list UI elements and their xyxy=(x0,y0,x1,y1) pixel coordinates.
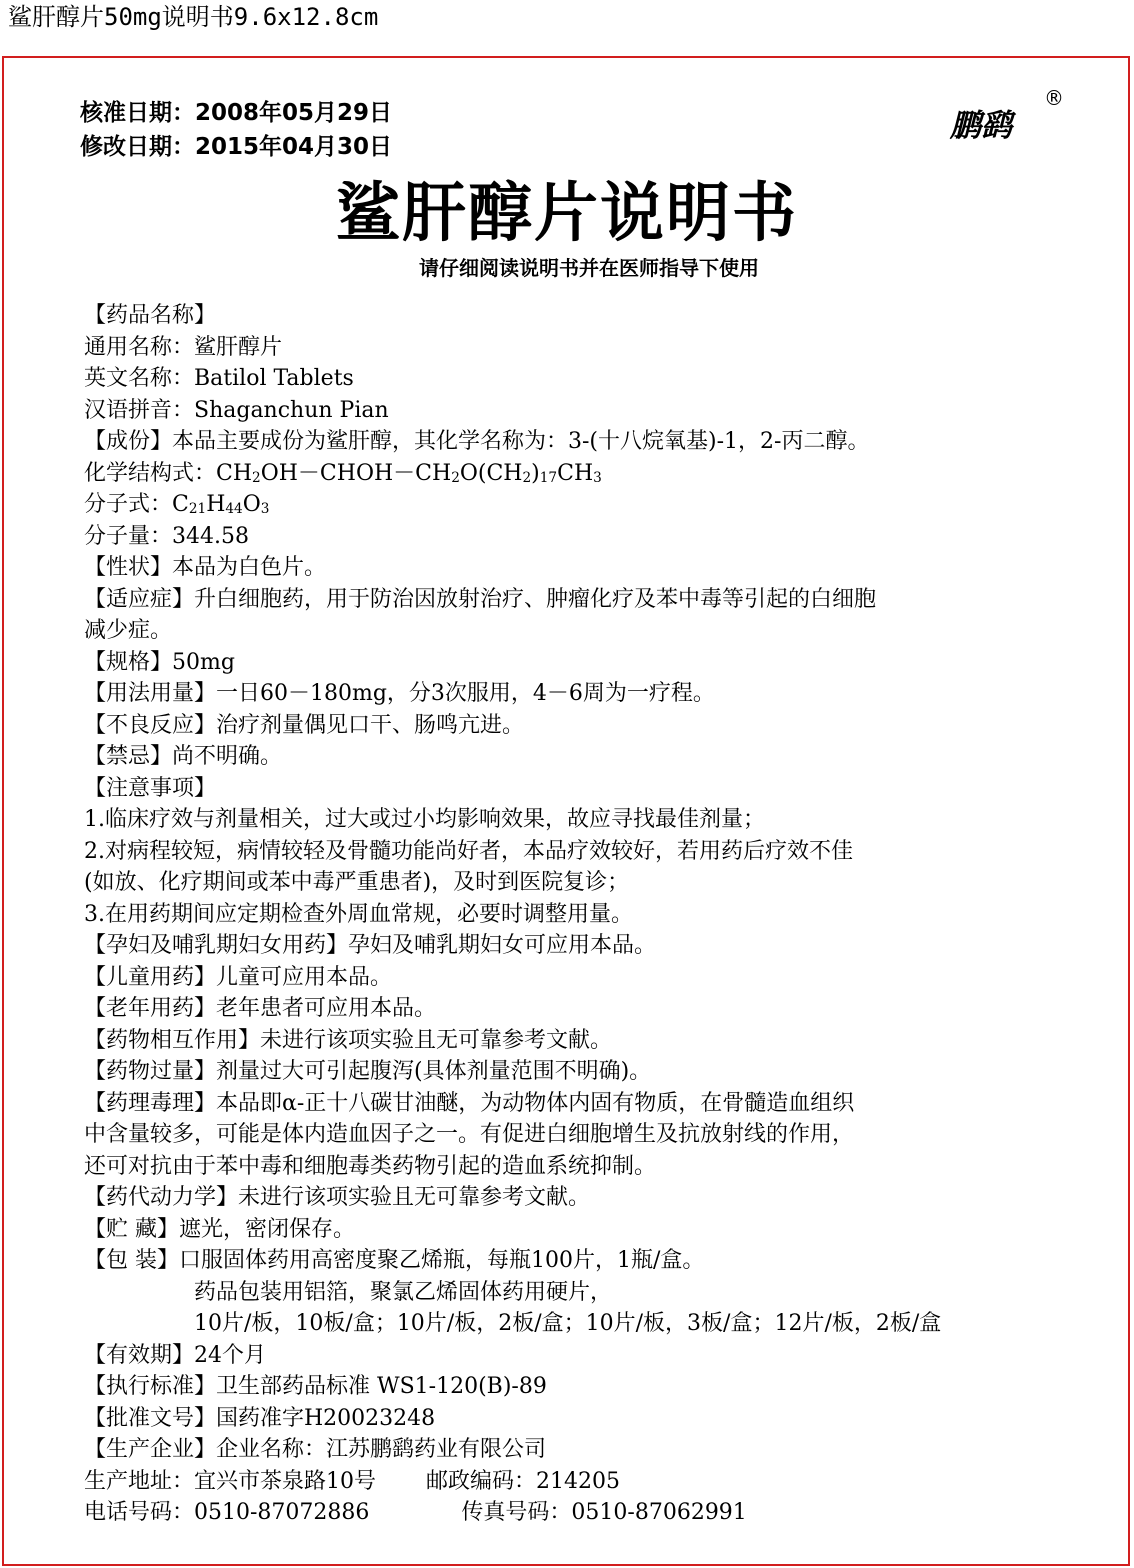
section-overdose: 【药物过量】剂量过大可引起腹泻(具体剂量范围不明确)。 xyxy=(84,1059,652,1084)
section-pharmacology: 【药理毒理】本品即α-正十八碳甘油醚，为动物体内固有物质，在骨髓造血组织 xyxy=(84,1090,855,1116)
section-geriatric: 【老年用药】老年患者可应用本品。 xyxy=(84,996,437,1021)
section-appearance: 【性状】本品为白色片。 xyxy=(84,555,327,580)
molecular-weight: 分子量：344.58 xyxy=(84,523,249,549)
section-specification: 【规格】50mg xyxy=(84,649,235,675)
section-precautions: 【注意事项】 xyxy=(84,775,217,801)
brand-logo: 鹏鹞 xyxy=(950,108,1012,144)
generic-name: 通用名称：鲨肝醇片 xyxy=(84,334,283,360)
section-interactions: 【药物相互作用】未进行该项实验且无可靠参考文献。 xyxy=(84,1027,613,1053)
molecular-formula: 分子式：$C_{21}H_{44}O_3$ xyxy=(84,492,270,518)
precaution-2-cont: (如放、化疗期间或苯中毒严重患者)，及时到医院复诊； xyxy=(84,870,630,895)
precaution-2: 2.对病程较短，病情较轻及骨髓功能尚好者，本品疗效较好，若用药后疗效不佳 xyxy=(84,838,853,864)
approval-date: 核准日期：2008年05月29日 xyxy=(80,100,393,126)
revision-date: 修改日期：2015年04月30日 xyxy=(80,134,393,160)
section-approval-number: 【批准文号】国药准字H20023248 xyxy=(84,1405,436,1431)
section-storage: 【贮 藏】遮光，密闭保存。 xyxy=(84,1216,355,1242)
precaution-1: 1.临床疗效与剂量相关，过大或过小均影响效果，故应寻找最佳剂量； xyxy=(84,807,765,832)
pharmacology-cont-1: 中含量较多，可能是体内造血因子之一。有促进白细胞增生及抗放射线的作用， xyxy=(84,1122,855,1147)
section-drug-name: 【药品名称】 xyxy=(84,303,217,328)
section-pregnancy: 【孕妇及哺乳期妇女用药】孕妇及哺乳期妇女可应用本品。 xyxy=(84,933,657,958)
section-standard: 【执行标准】卫生部药品标准 WS1-120(B)-89 xyxy=(84,1374,547,1399)
manufacturer-address-row xyxy=(84,1466,1124,1498)
registered-mark: ® xyxy=(1044,86,1064,110)
page-title: 鲨肝醇片说明书 xyxy=(336,177,798,251)
date-block xyxy=(80,96,392,164)
phone-number: 电话号码：0510-87072886 xyxy=(84,1500,370,1525)
chemical-structure: 化学结构式：$CH_2OH-CHOH-CH_2O(CH_2)_{17}CH_3$ xyxy=(84,460,602,486)
precaution-3: 3.在用药期间应定期检查外周血常规，必要时调整用量。 xyxy=(84,901,633,927)
fax-number: 传真号码：0510-87062991 xyxy=(461,1500,747,1525)
section-manufacturer: 【生产企业】企业名称：江苏鹏鹞药业有限公司 xyxy=(84,1437,547,1462)
section-pharmacokinetics: 【药代动力学】未进行该项实验且无可靠参考文献。 xyxy=(84,1185,591,1210)
section-composition: 【成份】本品主要成份为鲨肝醇，其化学名称为：3-(十八烷氧基)-1，2-丙二醇。 xyxy=(84,429,870,454)
section-indications: 【适应症】升白细胞药，用于防治因放射治疗、肿瘤化疗及苯中毒等引起的白细胞 xyxy=(84,586,877,612)
pinyin-name: 汉语拼音：Shaganchun Pian xyxy=(84,397,389,423)
indications-cont: 减少症。 xyxy=(84,618,173,643)
document-caption: 鲨肝醇片50mg说明书9.6x12.8cm xyxy=(8,3,379,31)
postal-code: 邮政编码：214205 xyxy=(426,1468,620,1494)
manufacturer-address: 生产地址：宜兴市茶泉路10号 xyxy=(84,1468,376,1494)
section-dosage: 【用法用量】一日60－180mg，分3次服用，4－6周为一疗程。 xyxy=(84,681,715,706)
section-shelf-life: 【有效期】24个月 xyxy=(84,1342,266,1368)
section-packaging: 【包 装】口服固体药用高密度聚乙烯瓶，每瓶100片，1瓶/盒。 xyxy=(84,1248,705,1273)
packaging-cont-1: 药品包装用铝箔，聚氯乙烯固体药用硬片， xyxy=(194,1279,613,1305)
page-subtitle: 请仔细阅读说明书并在医师指导下使用 xyxy=(419,256,759,280)
english-name: 英文名称：Batilol Tablets xyxy=(84,366,354,391)
instructions-body xyxy=(84,300,1124,1529)
section-adverse-reactions: 【不良反应】治疗剂量偶见口干、肠鸣亢进。 xyxy=(84,712,525,738)
manufacturer-contact-row xyxy=(84,1497,1124,1529)
section-pediatric: 【儿童用药】儿童可应用本品。 xyxy=(84,964,393,990)
packaging-cont-2: 10片/板，10板/盒；10片/板，2板/盒；10片/板，3板/盒；12片/板，2板/盒 xyxy=(194,1311,942,1336)
pharmacology-cont-2: 还可对抗由于苯中毒和细胞毒类药物引起的造血系统抑制。 xyxy=(84,1153,657,1179)
section-contraindications: 【禁忌】尚不明确。 xyxy=(84,744,283,769)
